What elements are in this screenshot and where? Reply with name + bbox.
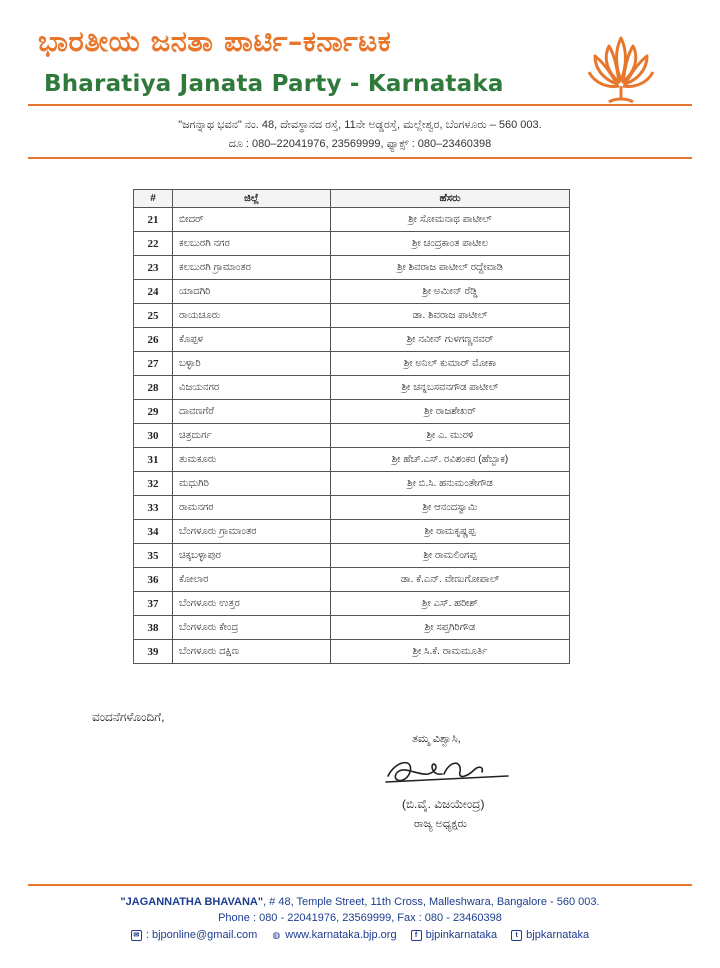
col-header-district: ಜಿಲ್ಲೆ bbox=[173, 190, 331, 208]
row-number: 39 bbox=[134, 640, 173, 664]
row-number: 26 bbox=[134, 328, 173, 352]
table-row bbox=[134, 208, 570, 232]
header-phone: ದೂ : 080–22041976, 23569999, ಫ್ಯಾಕ್ಸ್ : 080–23460398 bbox=[228, 138, 492, 150]
row-number: 38 bbox=[134, 616, 173, 640]
table-row bbox=[134, 496, 570, 520]
row-name: ಶ್ರೀ ಚಂದ್ರಕಾಂತ ಪಾಟೀಲ bbox=[331, 232, 570, 256]
table-row bbox=[134, 448, 570, 472]
row-district: ಕೊಪ್ಪಳ bbox=[173, 328, 331, 352]
row-number: 29 bbox=[134, 400, 173, 424]
row-district: ರಾಮನಗರ bbox=[173, 496, 331, 520]
signatory-designation: ರಾಜ್ಯ ಅಧ್ಯಕ್ಷರು bbox=[414, 818, 467, 830]
table-row bbox=[134, 424, 570, 448]
closing-greeting: ವಂದನೆಗಳೊಂದಿಗೆ, bbox=[92, 710, 165, 724]
footer-email[interactable] bbox=[131, 929, 257, 941]
row-name: ಶ್ರೀ ಹೆಚ್.ಎಸ್. ರವಿಶಂಕರ (ಹೆಬ್ಬಾಕ) bbox=[331, 448, 570, 472]
table-row bbox=[134, 592, 570, 616]
row-district: ಕಲಬುರಗಿ ನಗರ bbox=[173, 232, 331, 256]
row-district: ಚಿತ್ರದುರ್ಗ bbox=[173, 424, 331, 448]
col-header-name: ಹೆಸರು bbox=[331, 190, 570, 208]
row-number: 37 bbox=[134, 592, 173, 616]
table-row bbox=[134, 280, 570, 304]
row-name: ಶ್ರೀ ನವೀನ್ ಗುಳಗಣ್ಣನವರ್ bbox=[331, 328, 570, 352]
row-name: ಡಾ. ಶಿವರಾಜ ಪಾಟೀಲ್ bbox=[331, 304, 570, 328]
footer-twitter[interactable] bbox=[511, 929, 589, 941]
row-number: 32 bbox=[134, 472, 173, 496]
row-district: ರಾಯಚೂರು bbox=[173, 304, 331, 328]
lotus-icon bbox=[583, 28, 659, 110]
row-district: ಬೆಂಗಳೂರು ದಕ್ಷಿಣ bbox=[173, 640, 331, 664]
row-number: 31 bbox=[134, 448, 173, 472]
row-district: ತುಮಕೂರು bbox=[173, 448, 331, 472]
row-district: ಕಲಬುರಗಿ ಗ್ರಾಮಾಂತರ bbox=[173, 256, 331, 280]
yours-faithfully: ತಮ್ಮ ವಿಶ್ವಾಸಿ, bbox=[412, 733, 461, 745]
row-name: ಶ್ರೀ ರಾಜಶೇಖರ್ bbox=[331, 400, 570, 424]
footer-twitter-text: bjpkarnataka bbox=[526, 929, 590, 941]
table-row bbox=[134, 256, 570, 280]
table-row bbox=[134, 520, 570, 544]
row-name: ಶ್ರೀ ರಾಮಕೃಷ್ಣಪ್ಪ bbox=[331, 520, 570, 544]
row-name: ಶ್ರೀ ರಾಮಲಿಂಗಪ್ಪ bbox=[331, 544, 570, 568]
row-district: ವಿಜಯನಗರ bbox=[173, 376, 331, 400]
row-district: ಬೆಂಗಳೂರು ಗ್ರಾಮಾಂತರ bbox=[173, 520, 331, 544]
party-name-kannada: ಭಾರತೀಯ ಜನತಾ ಪಾರ್ಟಿ–ಕರ್ನಾಟಕ bbox=[38, 24, 392, 58]
row-name: ಶ್ರೀ ಸೋಮನಾಥ ಪಾಟೀಲ್ bbox=[331, 208, 570, 232]
row-district: ಕೋಲಾರ bbox=[173, 568, 331, 592]
footer-website-text: www.karnataka.bjp.org bbox=[285, 929, 397, 941]
row-name: ಡಾ. ಕೆ.ಎನ್. ವೇಣುಗೋಪಾಲ್ bbox=[331, 568, 570, 592]
table-header-row bbox=[134, 190, 570, 208]
row-number: 34 bbox=[134, 520, 173, 544]
row-name: ಶ್ರೀ ಬಿ.ಸಿ. ಹನುಮಂತೇಗೌಡ bbox=[331, 472, 570, 496]
footer-address bbox=[0, 896, 720, 908]
row-number: 27 bbox=[134, 352, 173, 376]
mail-icon: ✉ bbox=[131, 930, 142, 941]
signatory-name: (ಬಿ.ವೈ. ವಿಜಯೇಂದ್ರ) bbox=[402, 797, 485, 811]
footer-address-rest: , # 48, Temple Street, 11th Cross, Malleshwara, Bangalore - 560 003. bbox=[263, 896, 600, 908]
row-name: ಶ್ರೀ ಸಿ.ಕೆ. ರಾಮಮೂರ್ತಿ bbox=[331, 640, 570, 664]
footer-facebook-text: bjpinkarnataka bbox=[425, 929, 498, 941]
globe-icon: ◍ bbox=[272, 930, 281, 940]
row-number: 22 bbox=[134, 232, 173, 256]
row-district: ಬೀದರ್ bbox=[173, 208, 331, 232]
footer-website[interactable] bbox=[271, 929, 396, 941]
row-district: ಮಧುಗಿರಿ bbox=[173, 472, 331, 496]
row-number: 21 bbox=[134, 208, 173, 232]
row-district: ಬೆಂಗಳೂರು ಕೇಂದ್ರ bbox=[173, 616, 331, 640]
row-district: ಯಾದಗಿರಿ bbox=[173, 280, 331, 304]
row-district: ಬೆಂಗಳೂರು ಉತ್ತರ bbox=[173, 592, 331, 616]
footer-phone: Phone : 080 - 22041976, 23569999, Fax : 080 - 23460398 bbox=[218, 912, 502, 924]
row-name: ಶ್ರೀ ಎ. ಮುರಳಿ bbox=[331, 424, 570, 448]
row-number: 25 bbox=[134, 304, 173, 328]
row-name: ಶ್ರೀ ಸಪ್ತಗಿರಿಗೌಡ bbox=[331, 616, 570, 640]
row-name: ಶ್ರೀ ಅನಿಲ್ ಕುಮಾರ್ ಮೋಕಾ bbox=[331, 352, 570, 376]
row-district: ಬಳ್ಳಾರಿ bbox=[173, 352, 331, 376]
row-number: 24 bbox=[134, 280, 173, 304]
twitter-icon: t bbox=[511, 930, 522, 941]
table-row bbox=[134, 472, 570, 496]
table-row bbox=[134, 376, 570, 400]
row-district: ದಾವಣಗೆರೆ bbox=[173, 400, 331, 424]
row-number: 33 bbox=[134, 496, 173, 520]
footer-email-text: : bjponline@gmail.com bbox=[145, 929, 258, 941]
row-number: 30 bbox=[134, 424, 173, 448]
table-row bbox=[134, 352, 570, 376]
table-row bbox=[134, 328, 570, 352]
footer-rule bbox=[28, 884, 692, 886]
col-header-num: # bbox=[134, 190, 173, 208]
header-address: "ಜಗನ್ನಾಥ ಭವನ" ನಂ. 48, ದೇವಸ್ಥಾನದ ರಸ್ತೆ, 11ನೇ ಅಡ್ಡರಸ್ತೆ, ಮಲ್ಲೇಶ್ವರ, ಬೆಂಗಳೂರು – 560 003. bbox=[178, 119, 542, 131]
table-row bbox=[134, 568, 570, 592]
footer-facebook[interactable] bbox=[411, 929, 498, 941]
table-row bbox=[134, 616, 570, 640]
footer-building-name: "JAGANNATHA BHAVANA" bbox=[120, 896, 264, 908]
row-name: ಶ್ರೀ ಆನಂದಸ್ವಾಮಿ bbox=[331, 496, 570, 520]
row-name: ಶ್ರೀ ಚನ್ನಬಸವನಗೌಡ ಪಾಟೀಲ್ bbox=[331, 376, 570, 400]
table-row bbox=[134, 304, 570, 328]
district-roster-table bbox=[133, 189, 570, 664]
row-number: 23 bbox=[134, 256, 173, 280]
row-name: ಶ್ರೀ ಶಿವರಾಜ ಪಾಟೀಲ್ ರದ್ದೇವಾಡಿ bbox=[331, 256, 570, 280]
row-number: 28 bbox=[134, 376, 173, 400]
table-row bbox=[134, 544, 570, 568]
party-name-english: Bharatiya Janata Party - Karnataka bbox=[44, 71, 504, 97]
row-number: 36 bbox=[134, 568, 173, 592]
row-district: ಚಿಕ್ಕಬಳ್ಳಾಪುರ bbox=[173, 544, 331, 568]
header-rule-top bbox=[28, 104, 692, 106]
row-number: 35 bbox=[134, 544, 173, 568]
table-row bbox=[134, 400, 570, 424]
row-name: ಶ್ರೀ ಅಮೀನ್ ರೆಡ್ಡಿ bbox=[331, 280, 570, 304]
facebook-icon: f bbox=[411, 930, 422, 941]
table-row bbox=[134, 640, 570, 664]
footer-contacts bbox=[0, 929, 720, 941]
table-row bbox=[134, 232, 570, 256]
row-name: ಶ್ರೀ ಎಸ್. ಹರೀಶ್ bbox=[331, 592, 570, 616]
signature bbox=[384, 752, 514, 792]
header-rule-bottom bbox=[28, 157, 692, 159]
